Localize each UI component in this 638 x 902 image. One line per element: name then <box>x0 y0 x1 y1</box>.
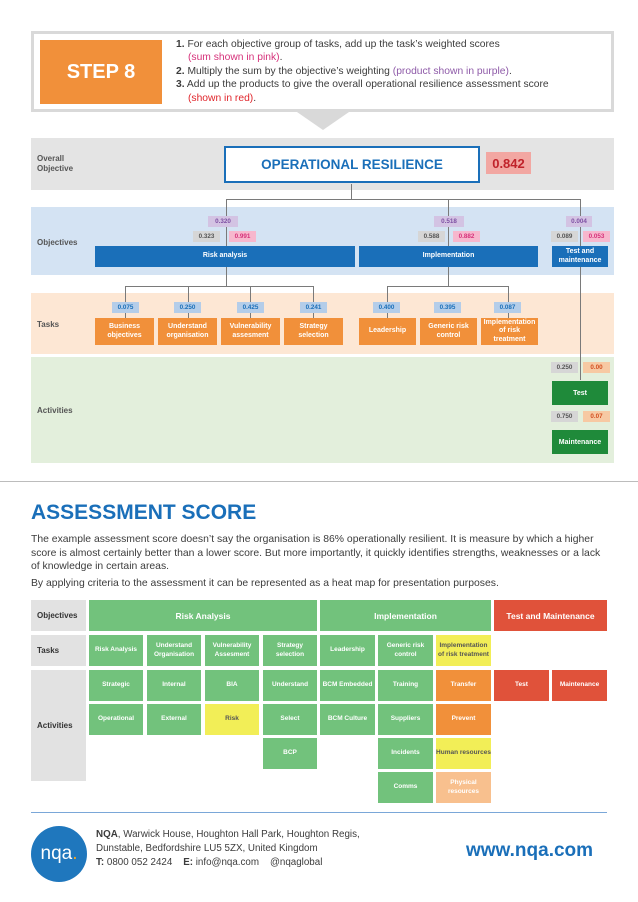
objective-sum: 0.882 <box>453 231 480 242</box>
step-instructions <box>176 38 606 105</box>
objective-weight: 0.089 <box>551 231 578 242</box>
section-divider <box>0 481 638 482</box>
objective-risk-analysis: Risk analysis <box>95 246 355 267</box>
task-understand-organisation: Understand organisation <box>158 318 217 345</box>
task-generic-risk-control: Generic risk control <box>420 318 477 345</box>
heatmap-objective: Test and Maintenance <box>494 600 607 631</box>
objectives-label: Objectives <box>37 238 78 247</box>
step-badge: STEP 8 <box>40 40 162 104</box>
activity-test: Test <box>552 381 608 405</box>
heatmap-task: Generic risk control <box>378 635 433 666</box>
heatmap-task: Understand Organisation <box>147 635 201 666</box>
heatmap-activity: Internal <box>147 670 201 701</box>
footer-address: NQA, Warwick House, Houghton Hall Park, Houghton Regis, Dunstable, Bedfordshire LU5 5ZX, United Kingdom T: 0800 052 2424 E: info@nqa.com @nqaglobal <box>96 829 360 868</box>
task-strategy-selection: Strategy selection <box>284 318 343 345</box>
overall-score: 0.842 <box>486 152 531 174</box>
assessment-paragraph: The example assessment score doesn’t say the organisation is 86% operationally resilient. It is measure by which a higher score is almost certainly better than a lower score. But more importantly, it quickly identifies strengths, weaknesses or a lack of knowledge in certain areas. <box>31 534 601 573</box>
heatmap-activity: Risk <box>205 704 259 735</box>
task-score: 0.425 <box>237 302 264 313</box>
objective-weight: 0.323 <box>193 231 220 242</box>
heatmap-activity: Test <box>494 670 549 701</box>
objective-weight: 0.588 <box>418 231 445 242</box>
heatmap-activity: Transfer <box>436 670 491 701</box>
task-score: 0.395 <box>434 302 461 313</box>
activity-maintenance: Maintenance <box>552 430 608 454</box>
heatmap-activity: Comms <box>378 772 433 803</box>
heatmap-task: Leadership <box>320 635 375 666</box>
connector-line <box>387 286 508 287</box>
activity-score: 0.00 <box>583 362 610 373</box>
objective-test-maintenance: Test and maintenance <box>552 246 608 267</box>
task-leadership: Leadership <box>359 318 416 345</box>
heatmap-objective: Implementation <box>320 600 491 631</box>
heatmap-activity: Physical resources <box>436 772 491 803</box>
heatmap-tasks-label: Tasks <box>31 635 86 666</box>
heatmap-activity: External <box>147 704 201 735</box>
overall-objective-box: OPERATIONAL RESILIENCE <box>224 146 480 183</box>
objective-product: 0.004 <box>566 216 592 227</box>
heatmap-task: Vulnerability Assesment <box>205 635 259 666</box>
heatmap-activity: Strategic <box>89 670 143 701</box>
step-item: 3. Add up the products to give the overall operational resilience assessment score (shown in red). <box>176 79 549 104</box>
objective-implementation: Implementation <box>359 246 538 267</box>
activities-label: Activities <box>37 406 73 415</box>
heatmap-activity: Maintenance <box>552 670 607 701</box>
connector-line <box>226 266 227 286</box>
overall-objective-label: Overall Objective <box>37 154 74 173</box>
task-vulnerability-assesment: Vulnerability assesment <box>221 318 280 345</box>
heatmap-activities-label: Activities <box>31 670 86 781</box>
task-business-objectives: Business objectives <box>95 318 154 345</box>
down-arrow-icon <box>297 112 349 130</box>
tasks-label: Tasks <box>37 320 60 329</box>
heatmap-activity: Select <box>263 704 317 735</box>
task-score: 0.087 <box>494 302 521 313</box>
heatmap-activity: BIA <box>205 670 259 701</box>
step-item: 1. For each objective group of tasks, add up the task’s weighted scores (sum shown in pink). <box>176 39 500 64</box>
task-score: 0.075 <box>112 302 139 313</box>
connector-line <box>448 266 449 286</box>
assessment-heading: ASSESSMENT SCORE <box>31 501 257 524</box>
task-score: 0.241 <box>300 302 327 313</box>
heatmap-objectives-label: Objectives <box>31 600 86 631</box>
activity-weight: 0.250 <box>551 362 578 373</box>
task-score: 0.250 <box>174 302 201 313</box>
heatmap-objective: Risk Analysis <box>89 600 317 631</box>
heatmap-activity: BCM Embedded <box>320 670 375 701</box>
heatmap-activity: Prevent <box>436 704 491 735</box>
heatmap-task: Risk Analysis <box>89 635 143 666</box>
objective-product: 0.320 <box>208 216 238 227</box>
heatmap-activity: Suppliers <box>378 704 433 735</box>
task-implementation-risk-treatment: Implementation of risk treatment <box>481 318 538 345</box>
connector-line <box>580 266 581 380</box>
heatmap-activity: Understand <box>263 670 317 701</box>
connector-line <box>351 184 352 200</box>
objective-sum: 0.991 <box>229 231 256 242</box>
heatmap-activity: Training <box>378 670 433 701</box>
nqa-logo: nqa . <box>31 826 87 882</box>
connector-line <box>226 199 581 200</box>
activity-score: 0.07 <box>583 411 610 422</box>
heatmap-activity: Incidents <box>378 738 433 769</box>
heatmap-activity: BCP <box>263 738 317 769</box>
task-score: 0.400 <box>373 302 400 313</box>
activities-band <box>31 357 614 463</box>
heatmap-activity: Operational <box>89 704 143 735</box>
objective-sum: 0.053 <box>583 231 610 242</box>
step-item: 2. Multiply the sum by the objective’s weighting (product shown in purple). <box>176 65 512 77</box>
heatmap-activity: Human resources <box>436 738 491 769</box>
activity-weight: 0.750 <box>551 411 578 422</box>
website-link[interactable]: www.nqa.com <box>466 840 594 861</box>
heatmap-task: Strategy selection <box>263 635 317 666</box>
connector-line <box>125 286 313 287</box>
heatmap-task: Implementation of risk treatment <box>436 635 491 666</box>
assessment-paragraph: By applying criteria to the assessment it can be represented as a heat map for presentation purposes. <box>31 578 499 589</box>
footer-divider <box>31 812 607 813</box>
heatmap-activity: BCM Culture <box>320 704 375 735</box>
objective-product: 0.518 <box>434 216 464 227</box>
